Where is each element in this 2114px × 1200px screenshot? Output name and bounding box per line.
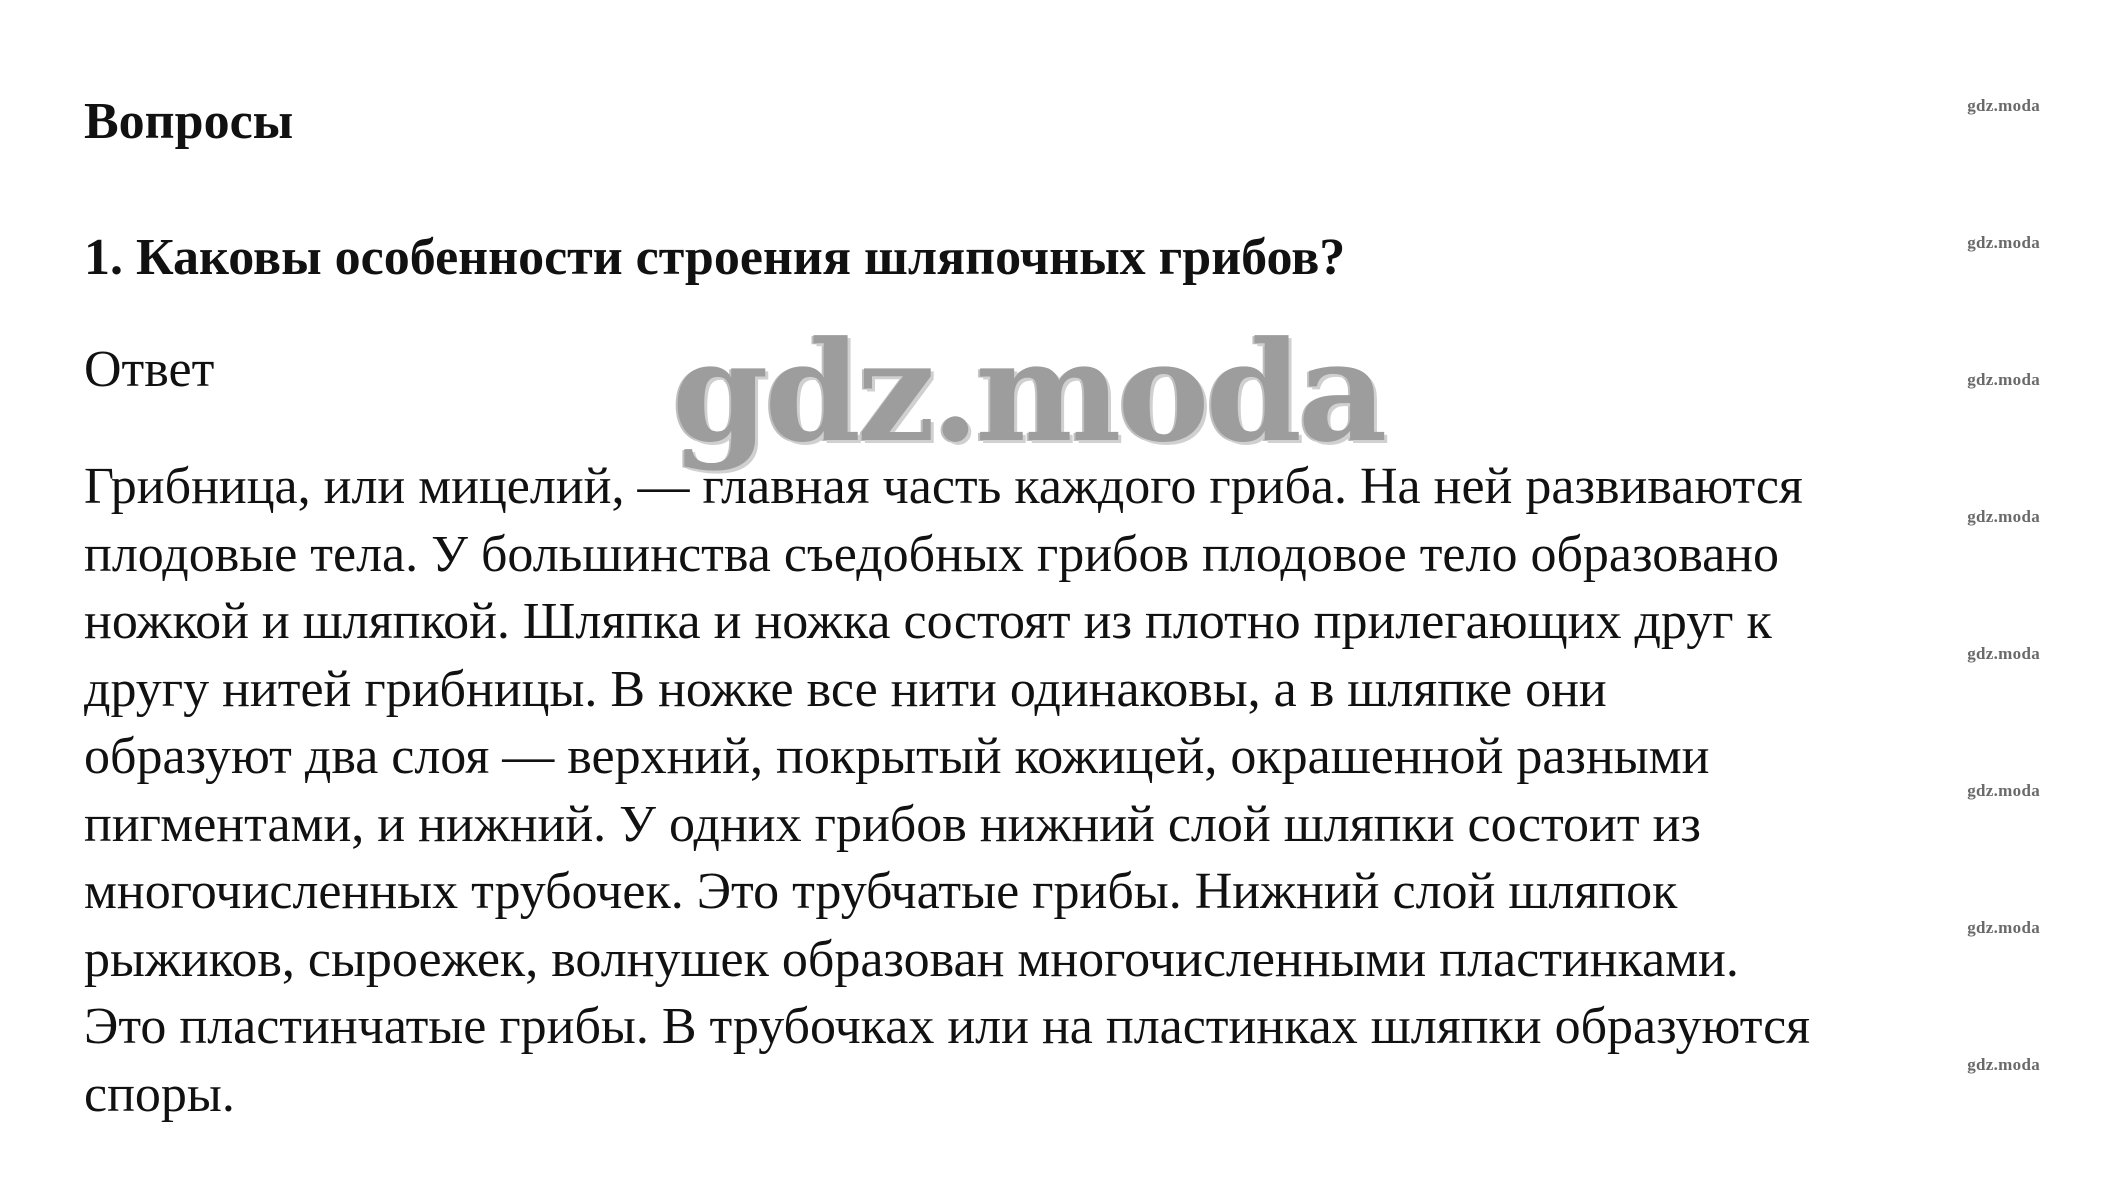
watermark-small: gdz.moda [1967, 781, 2040, 800]
watermark-logo: gdz.moda [672, 310, 1384, 473]
answer-line: другу нитей грибницы. В ножке все нити одинаковы, а в шляпке они [84, 660, 1607, 718]
answer-line: ножкой и шляпкой. Шляпка и ножка состоят из плотно прилегающих друг к [84, 593, 1772, 650]
watermark-small: gdz.moda [1967, 233, 2040, 252]
answer-line: плодовые тела. У большинства съедобных грибов плодовое тело образовано [84, 525, 1780, 583]
watermark-small: gdz.moda [1967, 918, 2040, 937]
answer-line: рыжиков, сыроежек, волнушек образован многочисленными пластинками. [84, 930, 1739, 988]
watermark-small: gdz.moda [1967, 644, 2040, 663]
answer-line: Грибница, или мицелий, — главная часть каждого гриба. На ней развиваются [84, 458, 1803, 515]
watermark-small: gdz.moda [1967, 1055, 2040, 1074]
watermark-small: gdz.moda [1967, 96, 2040, 115]
question-title: 1. Каковы особенности строения шляпочных грибов? [84, 229, 1346, 286]
section-heading: Вопросы [84, 93, 294, 150]
answer-line: образуют два слоя — верхний, покрытый кожицей, окрашенной разными [84, 728, 1710, 785]
answer-line: Это пластинчатые грибы. В трубочках или на пластинках шляпки образуются [84, 998, 1811, 1055]
answer-line: пигментами, и нижний. У одних грибов нижний слой шляпки состоит из [84, 795, 1701, 853]
watermark-small: gdz.moda [1967, 370, 2040, 389]
answer-text [84, 453, 2059, 1128]
answer-line: споры. [84, 1065, 235, 1123]
answer-label: Ответ [84, 341, 215, 398]
watermark-small: gdz.moda [1967, 507, 2040, 526]
answer-line: многочисленных трубочек. Это трубчатые грибы. Нижний слой шляпок [84, 863, 1678, 920]
